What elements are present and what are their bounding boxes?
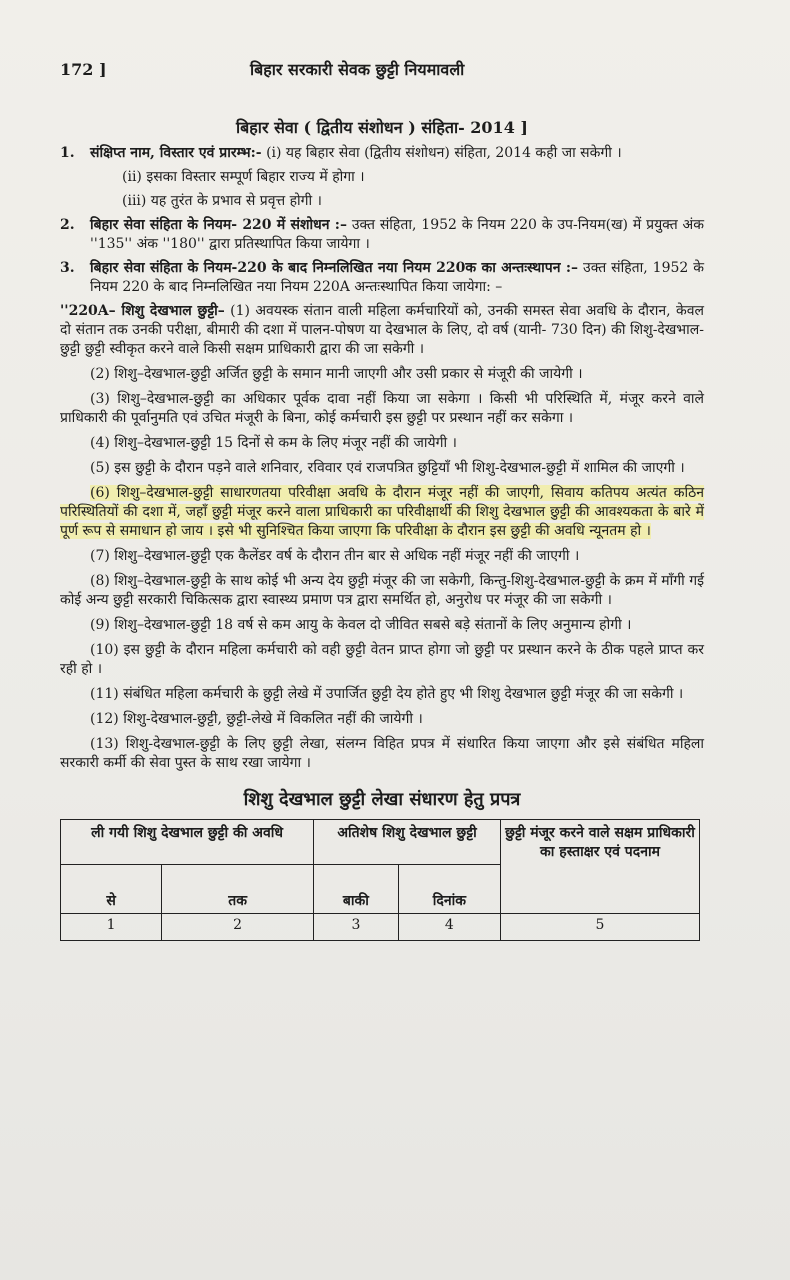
sub-col-from: से [61, 865, 162, 914]
sub-col-balance: बाकी [314, 865, 399, 914]
clause-10: (10) इस छुट्टी के दौरान महिला कर्मचारी को वही छुट्टी वेतन प्राप्त होगा जो छुट्टी पर प्रस्थान करने के ठीक पहले प्राप्त कर रही हो । [60, 642, 704, 677]
col-index-2: 2 [162, 914, 314, 941]
col-index-1: 1 [61, 914, 162, 941]
sub-col-date: दिनांक [398, 865, 500, 914]
col-group-leave-period: ली गयी शिशु देखभाल छुट्टी की अवधि [61, 820, 314, 865]
section-number: 2. [60, 217, 75, 233]
section-2 [60, 216, 704, 254]
clause-11: (11) संबंधित महिला कर्मचारी के छुट्टी लेखे में उपार्जित छुट्टी देय होते हुए भी शिशु देखभाल छुट्टी मंजूर की जा सकेगी । [90, 686, 684, 702]
section-heading: बिहार सेवा संहिता के नियम- 220 में संशोधन :– [90, 217, 347, 233]
col-group-authority-signature: छुट्टी मंजूर करने वाले सक्षम प्राधिकारी का हस्ताक्षर एवं पदनाम [501, 820, 700, 914]
col-group-balance: अतिशेष शिशु देखभाल छुट्टी [314, 820, 501, 865]
clause-4: (4) शिशु–देखभाल-छुट्टी 15 दिनों से कम के लिए मंजूर नहीं की जायेगी । [90, 435, 457, 451]
section-heading: संक्षिप्त नाम, विस्तार एवं प्रारम्भ:- [90, 145, 262, 161]
form-title: शिशु देखभाल छुट्टी लेखा संधारण हेतु प्रपत्र [243, 789, 521, 810]
section-1 [60, 144, 704, 163]
clause-13: (13) शिशु-देखभाल-छुट्टी के लिए छुट्टी लेखा, संलग्न विहित प्रपत्र में संधारित किया जाएगा और इसे संबंधित महिला सरकारी कर्मी की सेवा पुस्त के साथ रखा जायेगा । [60, 736, 704, 771]
col-index-5: 5 [501, 914, 700, 941]
sub-item-iii: (iii) यह तुरंत के प्रभाव से प्रवृत्त होगी । [122, 193, 322, 209]
clause-8: (8) शिशु–देखभाल-छुट्टी के साथ कोई भी अन्य देय छुट्टी मंजूर की जा सकेगी, किन्तु-शिशु-देखभाल-छुट्टी के क्रम में माँगी गई कोई अन्य छुट्टी सरकारी चिकित्सक द्वारा स्वास्थ्य प्रमाण पत्र द्वारा समर्थित हो, अनुरोध पर मंजूर की जा सकेगी । [60, 573, 704, 608]
page-header [60, 58, 704, 80]
clause-2: (2) शिशु–देखभाल-छुट्टी अर्जित छुट्टी के समान मानी जाएगी और उसी प्रकार से मंजूरी की जायेगी । [90, 366, 583, 382]
section-heading: बिहार सेवा संहिता के नियम-220 के बाद निम्नलिखित नया नियम 220क का अन्तःस्थापन :– [90, 260, 579, 276]
section-3 [60, 259, 704, 297]
page-number: 172 ] [60, 60, 107, 79]
rule-220a-heading: ''220A– शिशु देखभाल छुट्टी– [60, 303, 225, 319]
rule-220a-clause-1: ''220A– शिशु देखभाल छुट्टी– (1) अवयस्क संतान वाली महिला कर्मचारियों को, उनकी समस्त सेवा अवधि के दौरान, केवल दो संतान तक उनकी परीक्षा, बीमारी की दशा में पालन-पोषण या देखभाल के लिए, दो वर्ष (यानी- 730 दिन) की शिशु-देखभाल-छुट्टी छुट्टी स्वीकृत करने वाले किसी सक्षम प्राधिकारी द्वारा की जा सकेगी । [60, 303, 705, 357]
clause-12: (12) शिशु-देखभाल-छुट्टी, छुट्टी-लेखे में विकलित नहीं की जायेगी । [90, 711, 423, 727]
sub-item-ii: (ii) इसका विस्तार सम्पूर्ण बिहार राज्य में होगा । [122, 169, 365, 185]
running-title: बिहार सरकारी सेवक छुट्टी नियमावली [250, 60, 465, 79]
col-index-4: 4 [398, 914, 500, 941]
col-index-3: 3 [314, 914, 399, 941]
section-text: उक्त संहिता, 1952 के नियम 220 के उप-नियम(ख) में प्रयुक्त अंक ''135'' अंक ''180'' द्वारा प्रतिस्थापित किया जायेगा । [90, 217, 704, 252]
section-text: उक्त संहिता, 1952 के नियम 220 के बाद निम्नलिखित नया नियम 220A अन्तःस्थापित किया जायेगा: – [90, 260, 704, 295]
clause-9: (9) शिशु–देखभाल-छुट्टी 18 वर्ष से कम आयु के केवल दो जीवित सबसे बड़े संतानों के लिए अनुमान्य होगी । [90, 617, 632, 633]
clause-6-highlighted: (6) शिशु–देखभाल-छुट्टी साधारणतया परिवीक्षा अवधि के दौरान मंजूर नहीं की जाएगी, सिवाय कतिपय अत्यंत कठिन परिस्थितियों की दशा में, जहाँ छुट्टी मंजूर करने वाला प्राधिकारी का परिवीक्षार्थी की शिशु देखभाल छुट्टी की आवश्यकता के बारे में पूर्ण रूप से समाधान हो जाय । इसे भी सुनिश्चित किया जाएगा कि परिवीक्षा के दौरान इस छुट्टी की अवधि न्यूनतम हो । [60, 485, 704, 539]
clause-7: (7) शिशु–देखभाल-छुट्टी एक कैलेंडर वर्ष के दौरान तीन बार से अधिक नहीं मंजूर नहीं की जाएगी । [90, 548, 580, 564]
section-number: 3. [60, 260, 75, 276]
clause-3: (3) शिशु–देखभाल-छुट्टी का अधिकार पूर्वक दावा नहीं किया जा सकेगा । किसी भी परिस्थिति में, मंजूर करने वाले प्राधिकारी की पूर्वानुमति एवं उचित मंजूरी के बिना, कोई कर्मचारी इस छुट्टी पर प्रस्थान नहीं कर सकेगा । [60, 391, 704, 426]
clause-5: (5) इस छुट्टी के दौरान पड़ने वाले शनिवार, रविवार एवं राजपत्रित छुट्टियाँ भी शिशु-देखभाल-छुट्टी में शामिल की जाएगी । [90, 460, 685, 476]
section-number: 1. [60, 145, 75, 161]
leave-account-form-table [60, 819, 700, 941]
document-title: बिहार सेवा ( द्वितीय संशोधन ) संहिता- 2014 ] [236, 118, 528, 137]
section-text: (i) यह बिहार सेवा (द्वितीय संशोधन) संहिता, 2014 कही जा सकेगी । [261, 145, 622, 161]
sub-col-to: तक [162, 865, 314, 914]
